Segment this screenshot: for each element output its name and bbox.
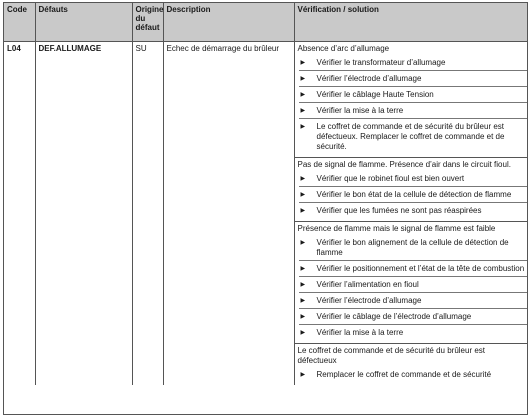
list-item — [299, 87, 528, 103]
list-item-text: Vérifier le bon état de la cellule de détection de flamme — [316, 189, 512, 199]
list-item — [299, 235, 528, 261]
cell-description: Echec de démarrage du brûleur — [163, 41, 294, 385]
check-group-title: Le coffret de commande et de sécurité du brûleur est défectueux — [297, 345, 486, 365]
fault-table-frame — [3, 2, 528, 415]
list-item — [299, 293, 528, 309]
bullet-icon: ▶ — [300, 75, 306, 82]
list-item — [299, 325, 528, 340]
list-item-text: Vérifier l’électrode d’allumage — [316, 73, 422, 83]
list-item-text: Vérifier que les fumées ne sont pas réaspirées — [316, 205, 482, 215]
check-group-title: Présence de flamme mais le signal de flamme est faible — [297, 223, 496, 233]
check-group — [295, 158, 529, 222]
bullet-icon: ▶ — [300, 107, 306, 114]
bullet-icon: ▶ — [300, 191, 306, 198]
list-item-text: Vérifier le câblage Haute Tension — [316, 89, 434, 99]
list-item-text: Vérifier l’électrode d’allumage — [316, 295, 422, 305]
list-item — [299, 203, 528, 218]
table-header-row — [4, 3, 528, 41]
header-description: Description — [163, 3, 294, 41]
list-item — [299, 367, 528, 382]
list-item — [299, 71, 528, 87]
check-group — [295, 42, 529, 158]
header-code: Code — [4, 3, 35, 41]
list-item-text: Vérifier le bon alignement de la cellule de détection de flamme — [316, 237, 509, 257]
check-group-title: Pas de signal de flamme. Présence d’air dans le circuit fioul. — [297, 159, 511, 169]
list-item — [299, 103, 528, 119]
list-item-text: Le coffret de commande et de sécurité du brûleur est défectueux. Remplacer le coffret de commande et de sécurité. — [316, 121, 505, 151]
list-item — [299, 261, 528, 277]
list-item — [299, 309, 528, 325]
list-item-text: Remplacer le coffret de commande et de sécurité — [316, 369, 492, 379]
bullet-icon: ▶ — [300, 371, 306, 378]
check-list — [297, 235, 528, 340]
bullet-icon: ▶ — [300, 123, 306, 130]
list-item-text: Vérifier le positionnement et l’état de la tête de combustion — [316, 263, 525, 273]
list-item-text: Vérifier le câblage de l’électrode d’allumage — [316, 311, 472, 321]
check-list — [297, 367, 528, 382]
bullet-icon: ▶ — [300, 91, 306, 98]
cell-defaut: DEF.ALLUMAGE — [35, 41, 132, 385]
bullet-icon: ▶ — [300, 175, 306, 182]
check-group — [295, 344, 529, 385]
list-item-text: Vérifier l’alimentation en fioul — [316, 279, 419, 289]
list-item-text: Vérifier la mise à la terre — [316, 105, 404, 115]
list-item — [299, 187, 528, 203]
header-defauts: Défauts — [35, 3, 132, 41]
fault-table — [4, 3, 528, 385]
list-item — [299, 55, 528, 71]
check-list — [297, 55, 528, 154]
header-verification: Vérification / solution — [294, 3, 528, 41]
list-item — [299, 171, 528, 187]
list-item — [299, 277, 528, 293]
list-item — [299, 119, 528, 154]
bullet-icon: ▶ — [300, 329, 306, 336]
cell-code: L04 — [4, 41, 35, 385]
bullet-icon: ▶ — [300, 239, 306, 246]
bullet-icon: ▶ — [300, 297, 306, 304]
table-row — [4, 41, 528, 385]
list-item-text: Vérifier que le robinet fioul est bien ouvert — [316, 173, 465, 183]
header-origine: Origine du défaut — [132, 3, 163, 41]
bullet-icon: ▶ — [300, 281, 306, 288]
bullet-icon: ▶ — [300, 313, 306, 320]
list-item-text: Vérifier la mise à la terre — [316, 327, 404, 337]
bullet-icon: ▶ — [300, 59, 306, 66]
cell-verification — [294, 41, 528, 385]
bullet-icon: ▶ — [300, 207, 306, 214]
bullet-icon: ▶ — [300, 265, 306, 272]
list-item-text: Vérifier le transformateur d’allumage — [316, 57, 446, 67]
check-group-title: Absence d’arc d’allumage — [297, 43, 390, 53]
cell-origine: SU — [132, 41, 163, 385]
check-list — [297, 171, 528, 218]
check-group — [295, 222, 529, 344]
